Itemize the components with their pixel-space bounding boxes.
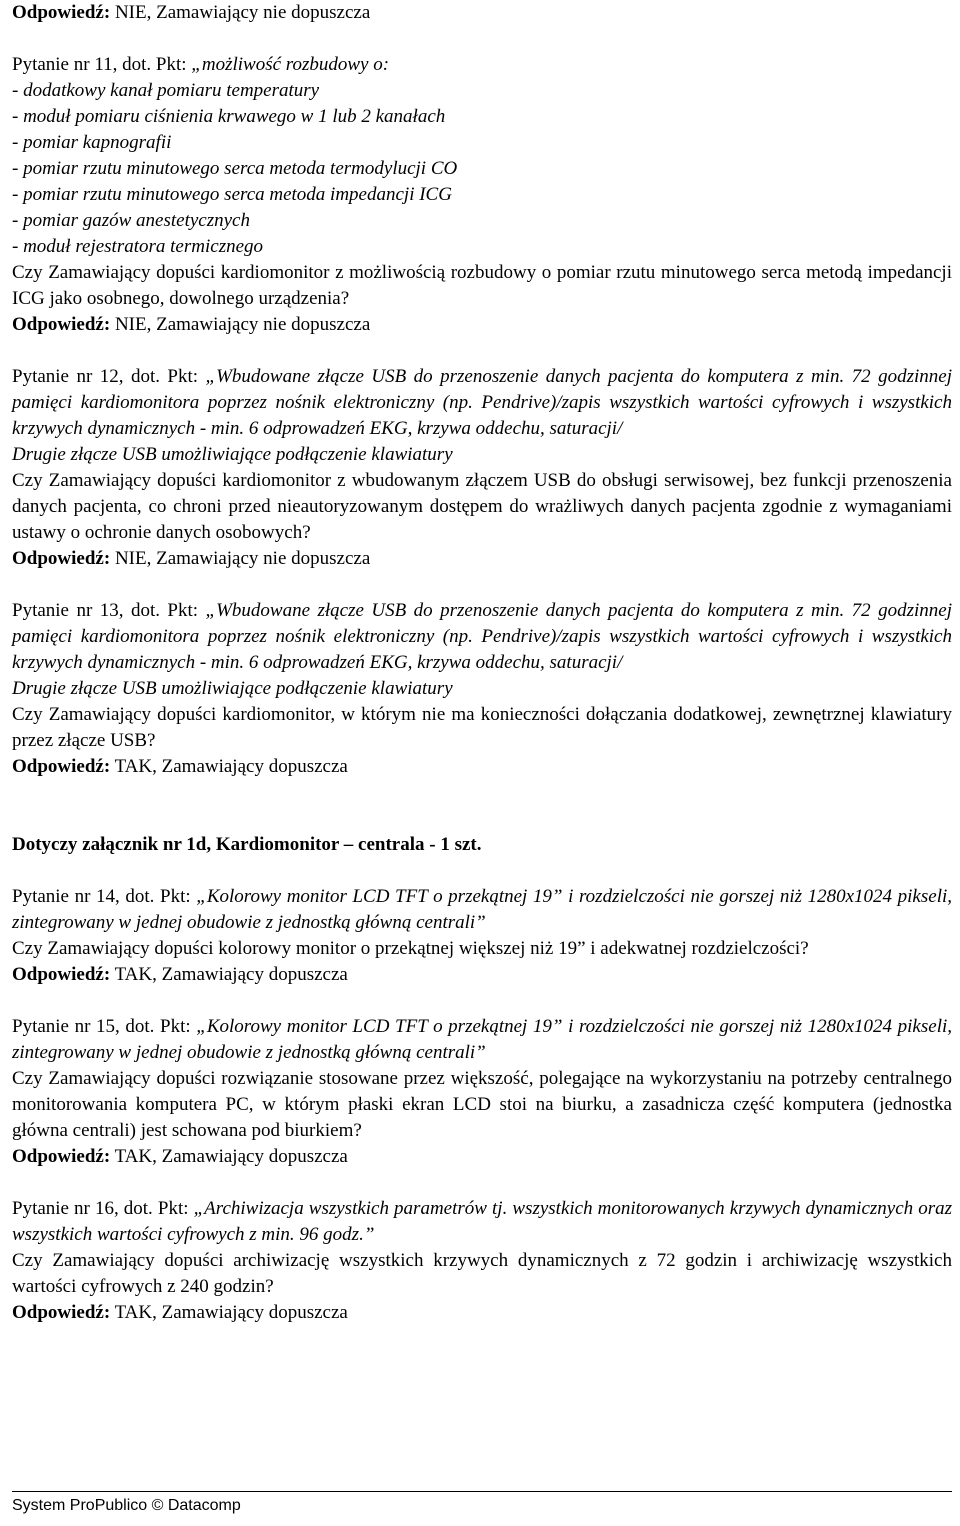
page-footer (12, 1491, 952, 1516)
answer-label: Odpowiedź: (12, 548, 111, 569)
question-prefix: Pytanie nr 12, dot. Pkt: (12, 366, 206, 387)
question-heading (12, 1014, 952, 1066)
pkt-line: Drugie złącze USB umożliwiające podłączenie klawiatury (12, 678, 453, 699)
answer-text: NIE, Zamawiający nie dopuszcza (110, 2, 371, 23)
question-prefix: Pytanie nr 16, dot. Pkt: (12, 1198, 194, 1219)
answer-label: Odpowiedź: (12, 1146, 111, 1167)
pkt-line: - pomiar kapnografii (12, 132, 172, 153)
question-12 (12, 364, 952, 572)
answer-text: TAK, Zamawiający dopuszcza (110, 756, 348, 777)
pkt-text: „Wbudowane złącze USB do przenoszenie danych pacjenta do komputera z min. 72 godzinnej pamięci kardiomonitora poprzez nośnik elektroniczny (np. Pendrive)/zapis wszystkich wartości cyfrowych i wszystkich krzywych dynamicznych - min. 6 odprowadzeń EKG, krzywa oddechu, saturacji/ (12, 366, 952, 439)
answer-text: TAK, Zamawiający dopuszcza (110, 1146, 348, 1167)
question-text: Czy Zamawiający dopuści kardiomonitor z wbudowanym złączem USB do obsługi serwisowej, bez funkcji przenoszenia danych pacjenta, co chroni przed nieautoryzowanym dostępem do wrażliwych danych pacjenta zgodnie z wymaganiami ustawy o ochronie danych osobowych? (12, 470, 952, 543)
answer-line (12, 0, 952, 26)
answer-line (12, 1300, 952, 1326)
question-14 (12, 884, 952, 988)
question-15 (12, 1014, 952, 1170)
document-page (12, 0, 952, 1326)
question-11 (12, 52, 952, 338)
question-13 (12, 598, 952, 780)
answer-label: Odpowiedź: (12, 1302, 111, 1323)
answer-text: NIE, Zamawiający nie dopuszcza (110, 314, 371, 335)
answer-label: Odpowiedź: (12, 756, 111, 777)
pkt-line: - moduł pomiaru ciśnienia krwawego w 1 lub 2 kanałach (12, 106, 446, 127)
question-text: Czy Zamawiający dopuści archiwizację wszystkich krzywych dynamicznych z 72 godzin i archiwizację wszystkich wartości cyfrowych z 240 godzin? (12, 1250, 952, 1297)
answer-label: Odpowiedź: (12, 2, 111, 23)
answer-line (12, 1144, 952, 1170)
answer-label: Odpowiedź: (12, 314, 111, 335)
question-heading (12, 598, 952, 676)
question-text: Czy Zamawiający dopuści kardiomonitor z możliwością rozbudowy o pomiar rzutu minutowego serca metodą impedancji ICG jako osobnego, dowolnego urządzenia? (12, 262, 952, 309)
section-heading: Dotyczy załącznik nr 1d, Kardiomonitor – centrala - 1 szt. (12, 834, 482, 855)
pkt-line: - dodatkowy kanał pomiaru temperatury (12, 80, 320, 101)
answer-label: Odpowiedź: (12, 964, 111, 985)
question-text: Czy Zamawiający dopuści rozwiązanie stosowane przez większość, polegające na wykorzystaniu na potrzeby centralnego monitorowania komputera PC, w którym płaski ekran LCD stoi na biurku, a zasadnicza część komputera (jednostka główna centrali) jest schowana pod biurkiem? (12, 1068, 952, 1141)
pkt-line: - pomiar rzutu minutowego serca metoda impedancji ICG (12, 184, 452, 205)
answer-text: NIE, Zamawiający nie dopuszcza (110, 548, 371, 569)
pkt-line: „możliwość rozbudowy o: (191, 54, 390, 75)
pkt-line: Drugie złącze USB umożliwiające podłączenie klawiatury (12, 444, 453, 465)
answer-text: TAK, Zamawiający dopuszcza (110, 1302, 348, 1323)
question-heading (12, 1196, 952, 1248)
pkt-text: „Wbudowane złącze USB do przenoszenie danych pacjenta do komputera z min. 72 godzinnej pamięci kardiomonitora poprzez nośnik elektroniczny (np. Pendrive)/zapis wszystkich wartości cyfrowych i wszystkich krzywych dynamicznych - min. 6 odprowadzeń EKG, krzywa oddechu, saturacji/ (12, 600, 952, 673)
pkt-line: - pomiar rzutu minutowego serca metoda termodylucji CO (12, 158, 458, 179)
question-prefix: Pytanie nr 13, dot. Pkt: (12, 600, 206, 621)
pkt-line: - moduł rejestratora termicznego (12, 236, 264, 257)
pkt-text: „Archiwizacja wszystkich parametrów tj. wszystkich monitorowanych krzywych dynamicznych oraz wszystkich wartości cyfrowych z min. 96 godz.” (12, 1198, 952, 1245)
question-16 (12, 1196, 952, 1326)
answer-text: TAK, Zamawiający dopuszcza (110, 964, 348, 985)
question-heading (12, 364, 952, 442)
answer-line (12, 962, 952, 988)
pkt-text: „Kolorowy monitor LCD TFT o przekątnej 19” i rozdzielczości nie gorszej niż 1280x1024 pikseli, zintegrowany w jednej obudowie z jednostką główną centrali” (12, 1016, 952, 1063)
question-prefix: Pytanie nr 11, dot. Pkt: (12, 54, 192, 75)
answer-line (12, 546, 952, 572)
question-prefix: Pytanie nr 14, dot. Pkt: (12, 886, 197, 907)
question-heading (12, 52, 952, 78)
question-text: Czy Zamawiający dopuści kardiomonitor, w którym nie ma konieczności dołączania dodatkowej, zewnętrznej klawiatury przez złącze USB? (12, 704, 952, 751)
pkt-text: „Kolorowy monitor LCD TFT o przekątnej 19” i rozdzielczości nie gorszej niż 1280x1024 pikseli, zintegrowany w jednej obudowie z jednostką główną centrali” (12, 886, 952, 933)
answer-line (12, 312, 952, 338)
question-heading (12, 884, 952, 936)
question-text: Czy Zamawiający dopuści kolorowy monitor o przekątnej większej niż 19” i adekwatnej rozdzielczości? (12, 938, 809, 959)
answer-line (12, 754, 952, 780)
question-prefix: Pytanie nr 15, dot. Pkt: (12, 1016, 197, 1037)
footer-text: System ProPublico © Datacomp (12, 1497, 241, 1514)
pkt-line: - pomiar gazów anestetycznych (12, 210, 250, 231)
